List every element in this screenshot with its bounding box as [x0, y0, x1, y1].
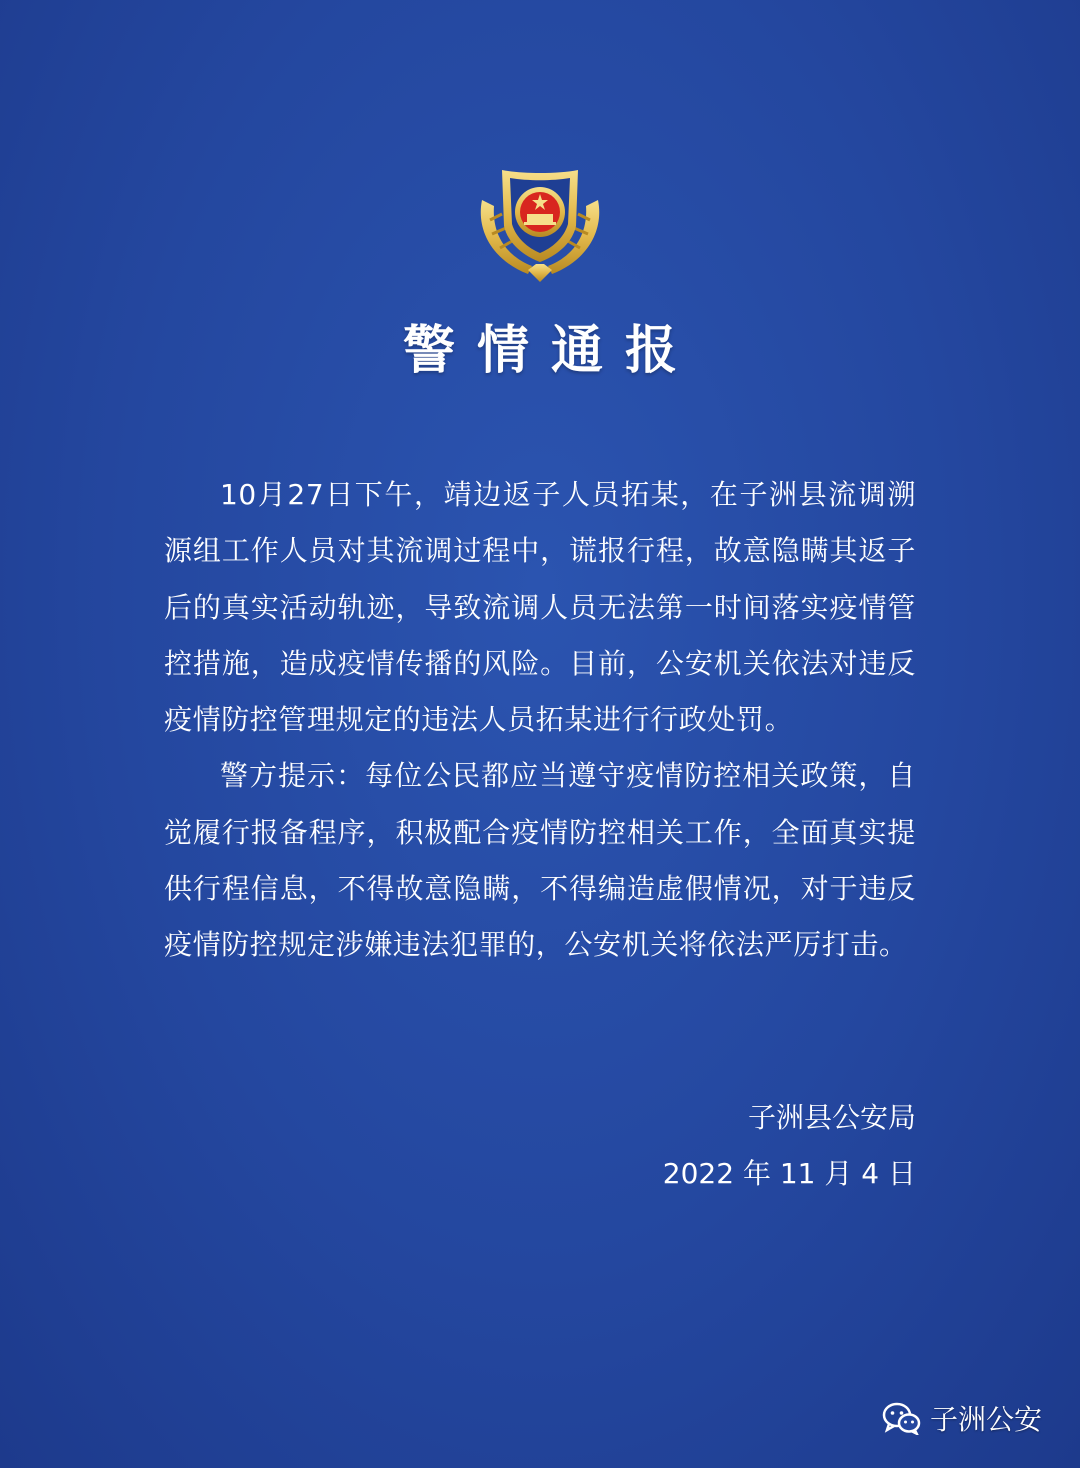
issue-date: 2022 年 11 月 4 日	[662, 1157, 916, 1190]
notice-paragraph-incident: 10月27日下午，靖边返子人员拓某，在子洲县流调溯源组工作人员对其流调过程中，谎报行程，故意隐瞒其返子后的真实活动轨迹，导致流调人员无法第一时间落实疫情管控措施，造成疫情传播的风险。目前，公安机关依法对违反疫情防控管理规定的违法人员拓某进行行政处罚。	[164, 478, 916, 737]
notice-paragraph-warning: 警方提示：每位公民都应当遵守疫情防控相关政策，自觉履行报备程序，积极配合疫情防控相关工作，全面真实提供行程信息，不得故意隐瞒，不得编造虚假情况，对于违反疫情防控规定涉嫌违法犯罪的，公安机关将依法严厉打击。	[164, 759, 916, 962]
police-emblem-icon	[472, 160, 608, 284]
wechat-icon	[882, 1401, 922, 1435]
notice-body	[164, 467, 916, 974]
watermark-label: 子洲公安	[929, 1403, 1042, 1436]
account-watermark	[882, 1398, 1042, 1438]
signature-block	[663, 1090, 916, 1202]
issuer-name: 子洲县公安局	[747, 1101, 916, 1134]
notice-title: 警情通报	[402, 320, 699, 381]
